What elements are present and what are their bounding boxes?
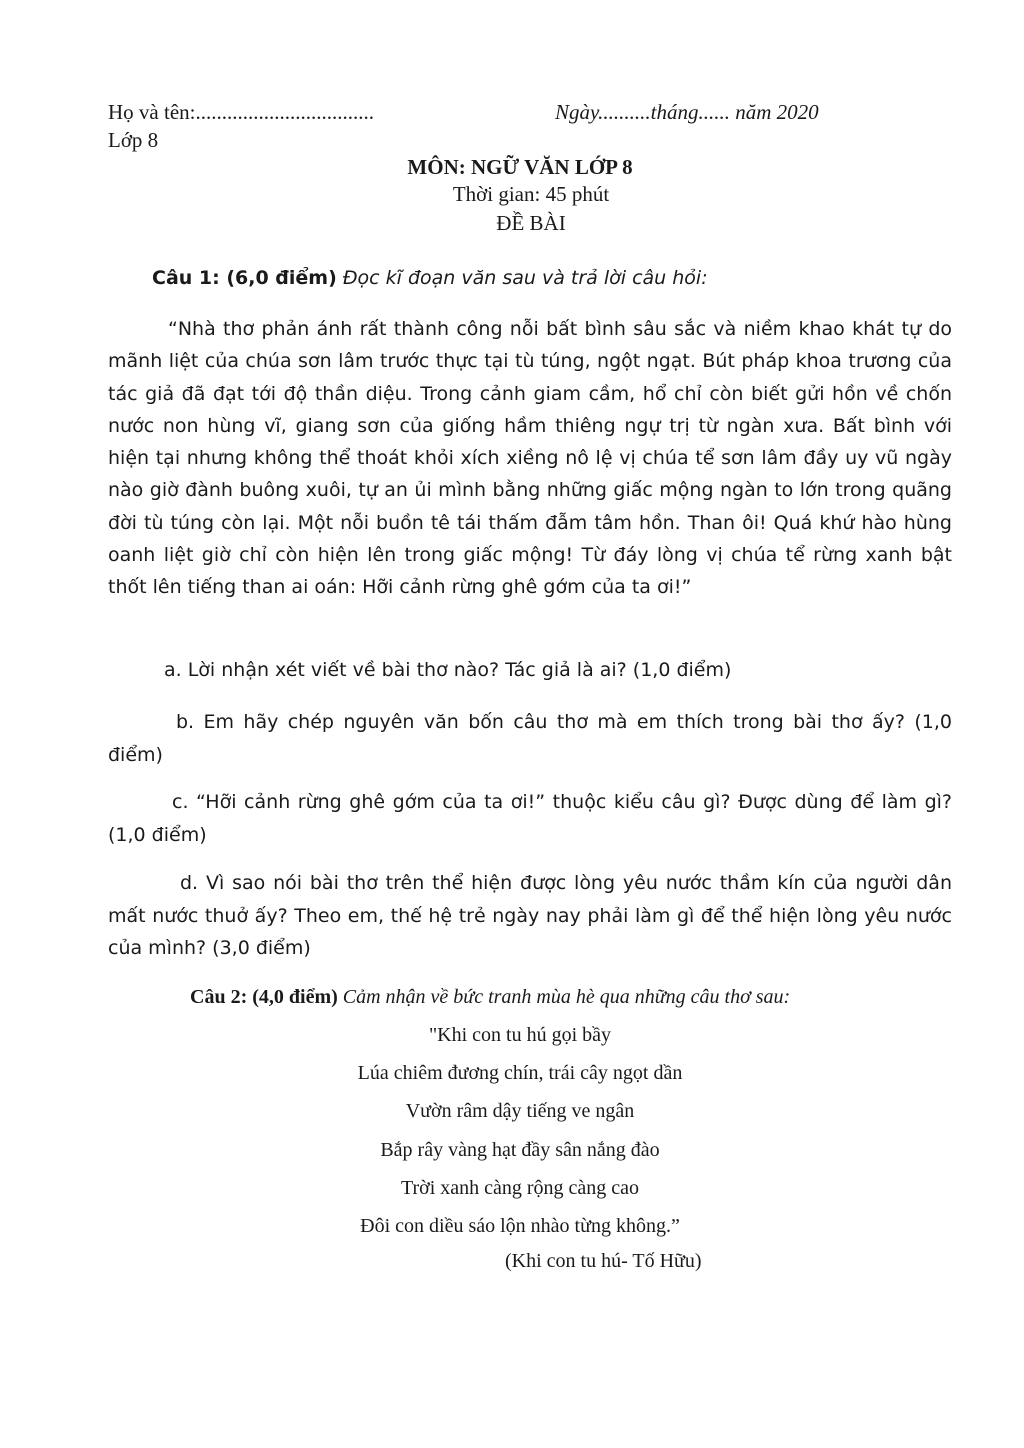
question-2-heading: [190, 986, 790, 1009]
poem-line: Bắp rây vàng hạt đầy sân nắng đào: [380, 1138, 660, 1161]
exam-heading: ĐỀ BÀI: [496, 211, 566, 235]
poem-line: Vườn râm dậy tiếng ve ngân: [405, 1100, 635, 1123]
poem-line: Đôi con diều sáo lộn nhào từng không.”: [360, 1214, 680, 1237]
date-line: Ngày..........tháng...... năm 2020: [555, 100, 819, 124]
student-name-line: Họ và tên:..................................: [108, 100, 374, 124]
question-1a: a. Lời nhận xét viết về bài thơ nào? Tác giả là ai? (1,0 điểm): [164, 659, 732, 681]
poem-line: "Khi con tu hú gọi bầy: [428, 1024, 612, 1046]
question-1-heading: [152, 267, 708, 289]
poem-line: Lúa chiêm đương chín, trái cây ngọt dần: [357, 1062, 683, 1085]
poem: [0, 1016, 1024, 1245]
question-1-label: Câu 1: (6,0 điểm): [152, 267, 337, 289]
question-1c: c. “Hỡi cảnh rừng ghê gớm của ta ơi!” thuộc kiểu câu gì? Được dùng để làm gì? (1,0 điểm): [108, 791, 952, 846]
time-limit: Thời gian: 45 phút: [452, 182, 610, 206]
poem-line: Trời xanh càng rộng càng cao: [400, 1176, 640, 1199]
question-1b: b. Em hãy chép nguyên văn bốn câu thơ mà em thích trong bài thơ ấy? (1,0 điểm): [108, 711, 952, 766]
subject-title: MÔN: NGỮ VĂN LỚP 8: [407, 155, 633, 179]
question-2-label: Câu 2: (4,0 điểm): [190, 986, 338, 1008]
question-1-instruction: Đọc kĩ đoạn văn sau và trả lời câu hỏi:: [342, 267, 708, 289]
poem-source: (Khi con tu hú- Tố Hữu): [505, 1250, 702, 1272]
question-1d: d. Vì sao nói bài thơ trên thể hiện được lòng yêu nước thầm kín của người dân mất nước thuở ấy? Theo em, thế hệ trẻ ngày nay phải làm gì để thể hiện lòng yêu nước của mình? (3,0 điểm): [108, 872, 952, 959]
question-2-instruction: Cảm nhận về bức tranh mùa hè qua những câu thơ sau:: [342, 986, 791, 1008]
class-line: Lớp 8: [108, 128, 159, 152]
question-1-passage: “Nhà thơ phản ánh rất thành công nỗi bất bình sâu sắc và niềm khao khát tự do mãnh liệt của chúa sơn lâm trước thực tại tù túng, ngột ngạt. Bút pháp khoa trương của tác giả đã đạt tới độ thần diệu. Trong cảnh giam cầm, hổ chỉ còn biết gửi hồn về chốn nước non hùng vĩ, giang sơn của giống hầm thiêng ngự trị từ ngàn xưa. Bất bình với hiện tại nhưng không thể thoát khỏi xích xiềng nô lệ vị chúa tể sơn lâm đầy uy vũ ngày nào giờ đành buông xuôi, tự an ủi mình bằng những giấc mộng ngàn to lớn trong quãng đời tù túng còn lại. Một nỗi buồn tê tái thấm đẫm tâm hồn. Than ôi! Quá khứ hào hùng oanh liệt giờ chỉ còn hiện lên trong giấc mộng! Từ đáy lòng vị chúa tể rừng xanh bật thốt lên tiếng than ai oán: Hỡi cảnh rừng ghê gớm của ta ơi!”: [108, 318, 952, 599]
